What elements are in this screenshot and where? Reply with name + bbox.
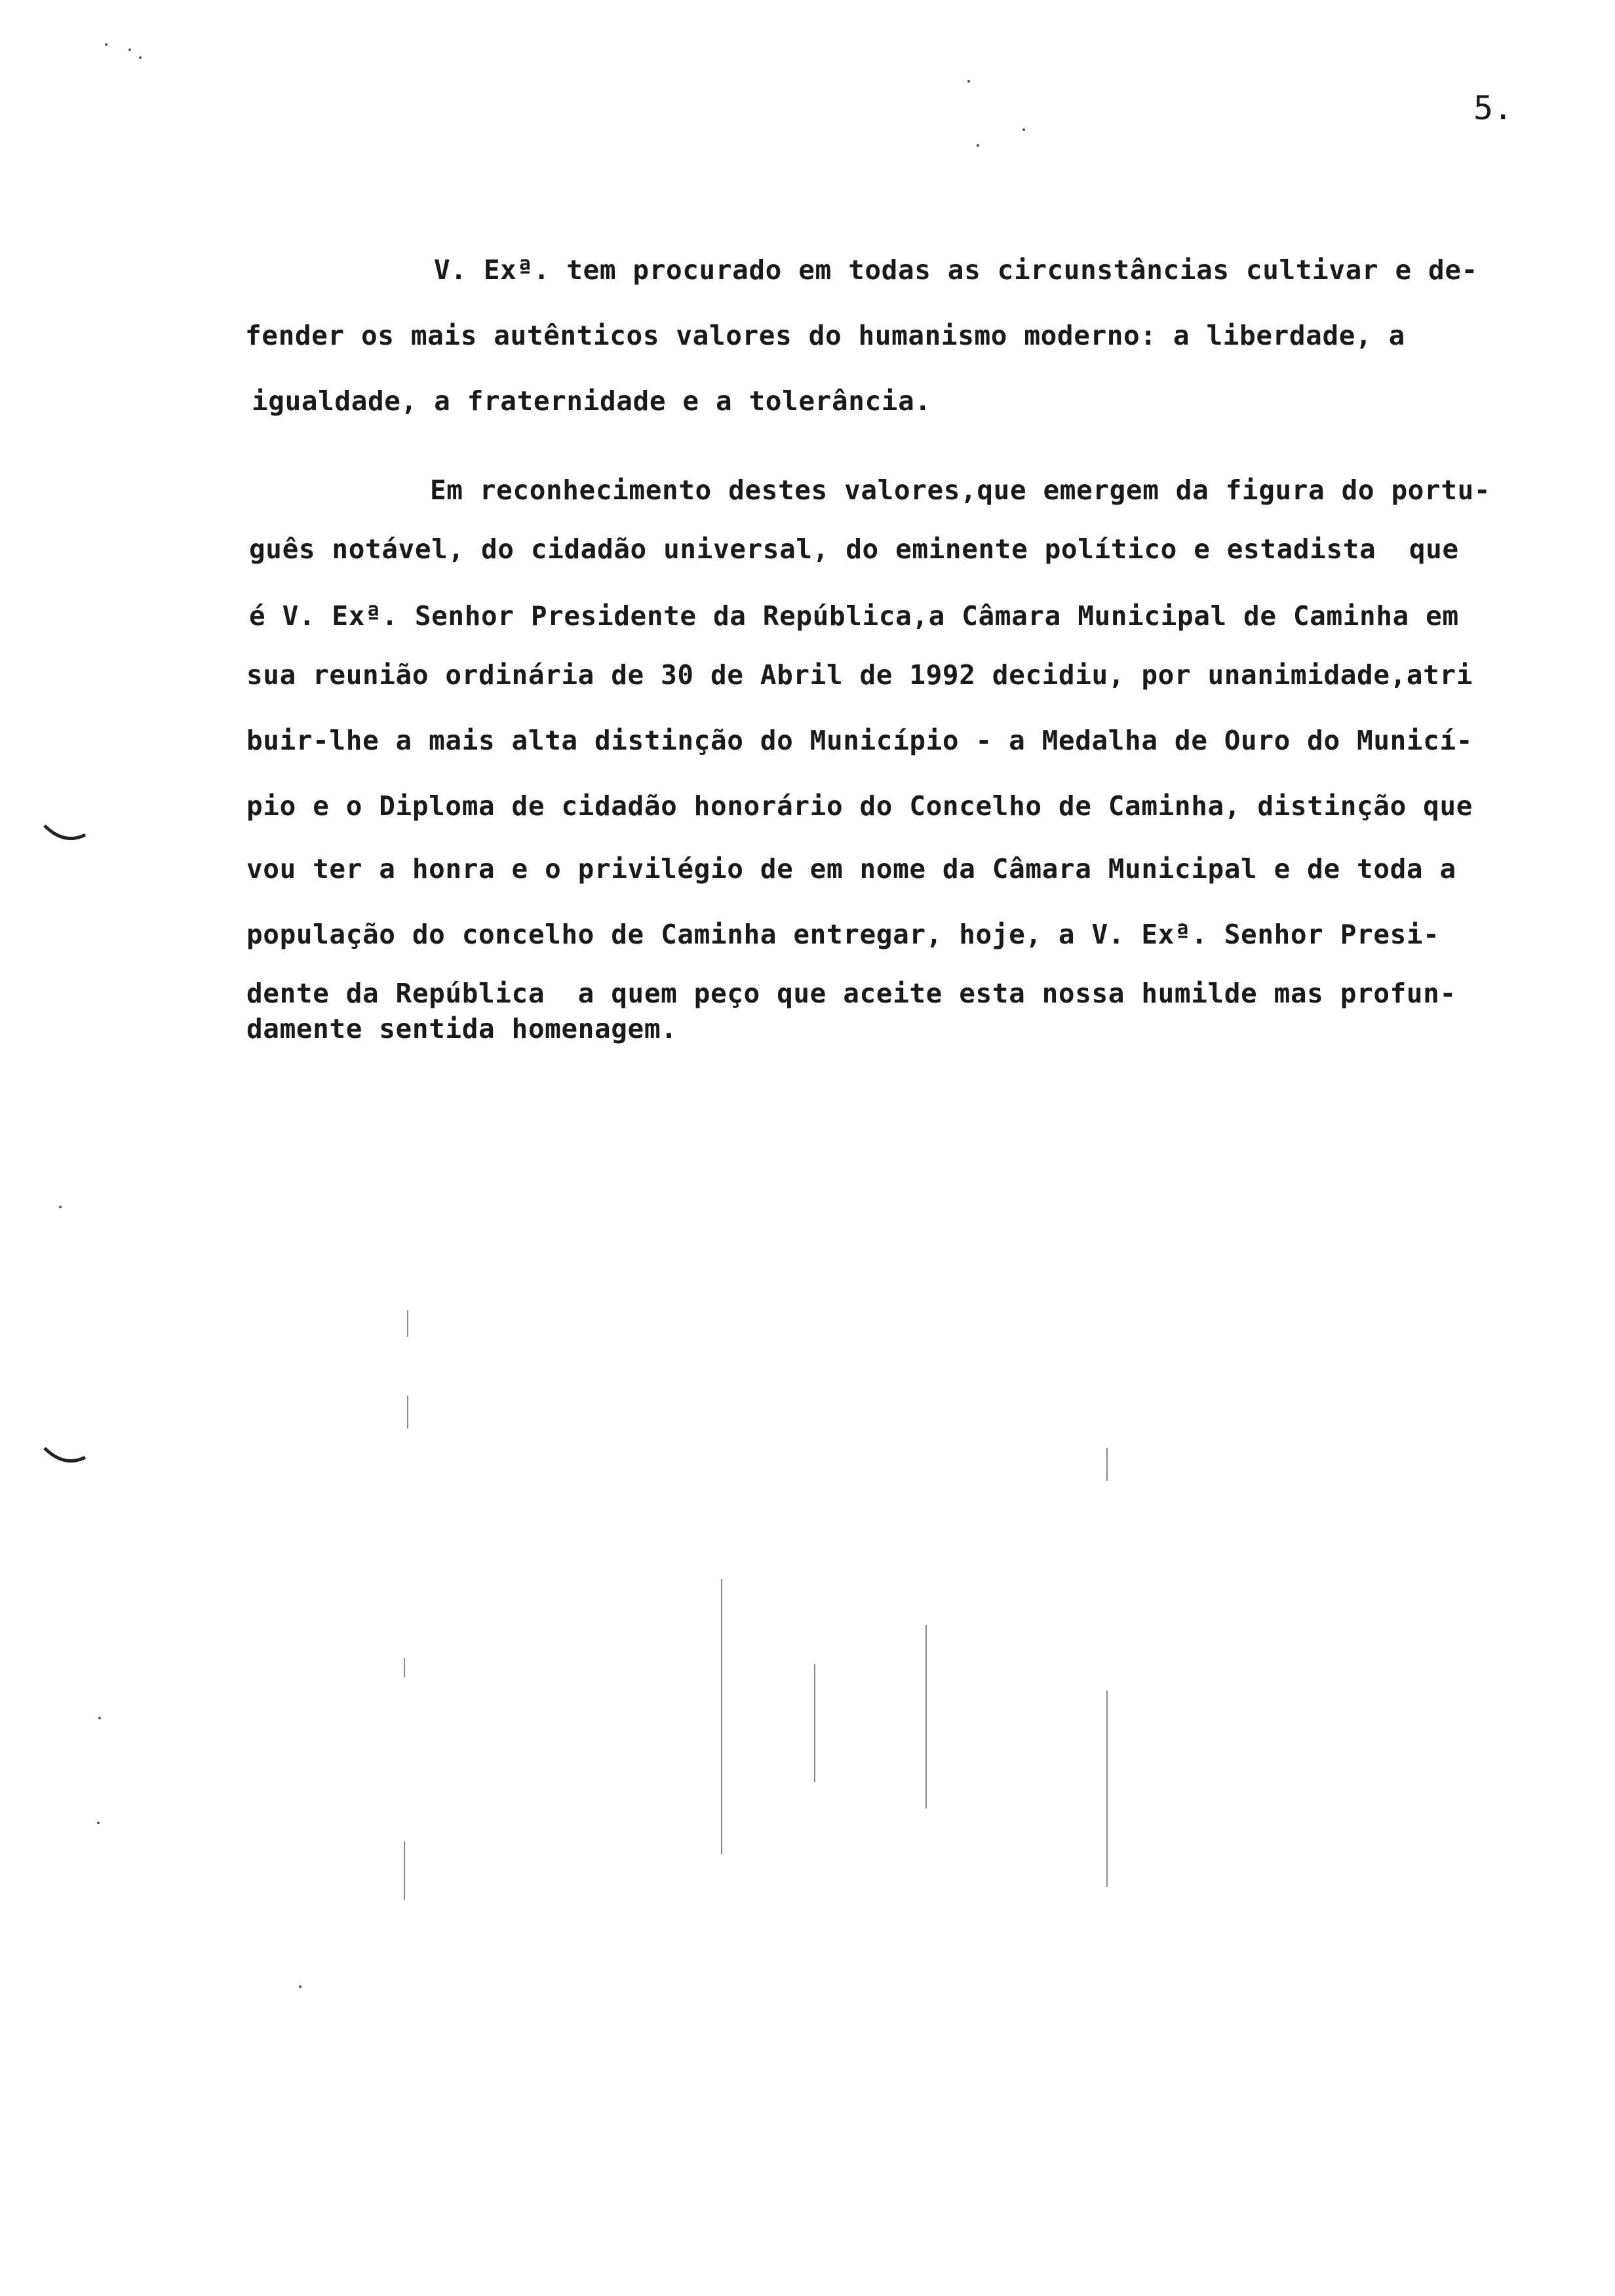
- paragraph-2-line: sua reunião ordinária de 30 de Abril de 1992 decidiu, por unanimidade,atri: [246, 659, 1473, 691]
- paragraph-2-line: vou ter a honra e o privilégio de em nome da Câmara Municipal e de toda a: [246, 853, 1456, 885]
- scan-dot: [128, 48, 131, 51]
- scan-line: [407, 1311, 408, 1337]
- scan-line: [404, 1658, 405, 1677]
- scan-dot: [59, 1206, 62, 1208]
- paragraph-2-line: é V. Exª. Senhor Presidente da República,a Câmara Municipal de Caminha em: [249, 600, 1459, 632]
- scan-dot: [97, 1822, 100, 1824]
- scan-dot: [139, 56, 142, 59]
- scan-line: [1106, 1448, 1108, 1481]
- binder-hole-mark: [39, 1442, 92, 1474]
- paragraph-2-line: damente sentida homenagem.: [246, 1013, 678, 1044]
- paragraph-1-line: igualdade, a fraternidade e a tolerância.: [252, 385, 931, 417]
- scan-line: [404, 1841, 405, 1900]
- binder-hole-mark: [39, 819, 92, 852]
- paragraph-2-line: buir-lhe a mais alta distinção do Município - a Medalha de Ouro do Municí-: [246, 725, 1473, 756]
- paragraph-2-line: guês notável, do cidadão universal, do eminente político e estadista que: [249, 533, 1459, 565]
- paragraph-2-line: dente da República a quem peço que aceite esta nossa humilde mas profun-: [246, 978, 1456, 1009]
- paragraph-2-line: população do concelho de Caminha entregar, hoje, a V. Exª. Senhor Presi-: [246, 919, 1440, 950]
- scan-dot: [977, 144, 979, 147]
- scan-line: [925, 1625, 927, 1808]
- paragraph-1-line: fender os mais autênticos valores do humanismo moderno: a liberdade, a: [245, 320, 1405, 351]
- scan-dot: [299, 1985, 302, 1988]
- paragraph-1-line: V. Exª. tem procurado em todas as circunstâncias cultivar e de-: [434, 254, 1478, 286]
- paragraph-2-line: Em reconhecimento destes valores,que emergem da figura do portu-: [430, 474, 1491, 506]
- page-number: 5.: [1473, 89, 1513, 127]
- scan-dot: [105, 43, 107, 46]
- paragraph-2-line: pio e o Diploma de cidadão honorário do Concelho de Caminha, distinção que: [246, 790, 1473, 822]
- scan-dot: [1022, 128, 1025, 131]
- scan-dot: [967, 80, 970, 83]
- scan-line: [1106, 1691, 1108, 1887]
- scan-line: [814, 1664, 815, 1782]
- scan-dot: [98, 1717, 101, 1719]
- scan-line: [721, 1579, 722, 1854]
- scan-line: [407, 1396, 408, 1428]
